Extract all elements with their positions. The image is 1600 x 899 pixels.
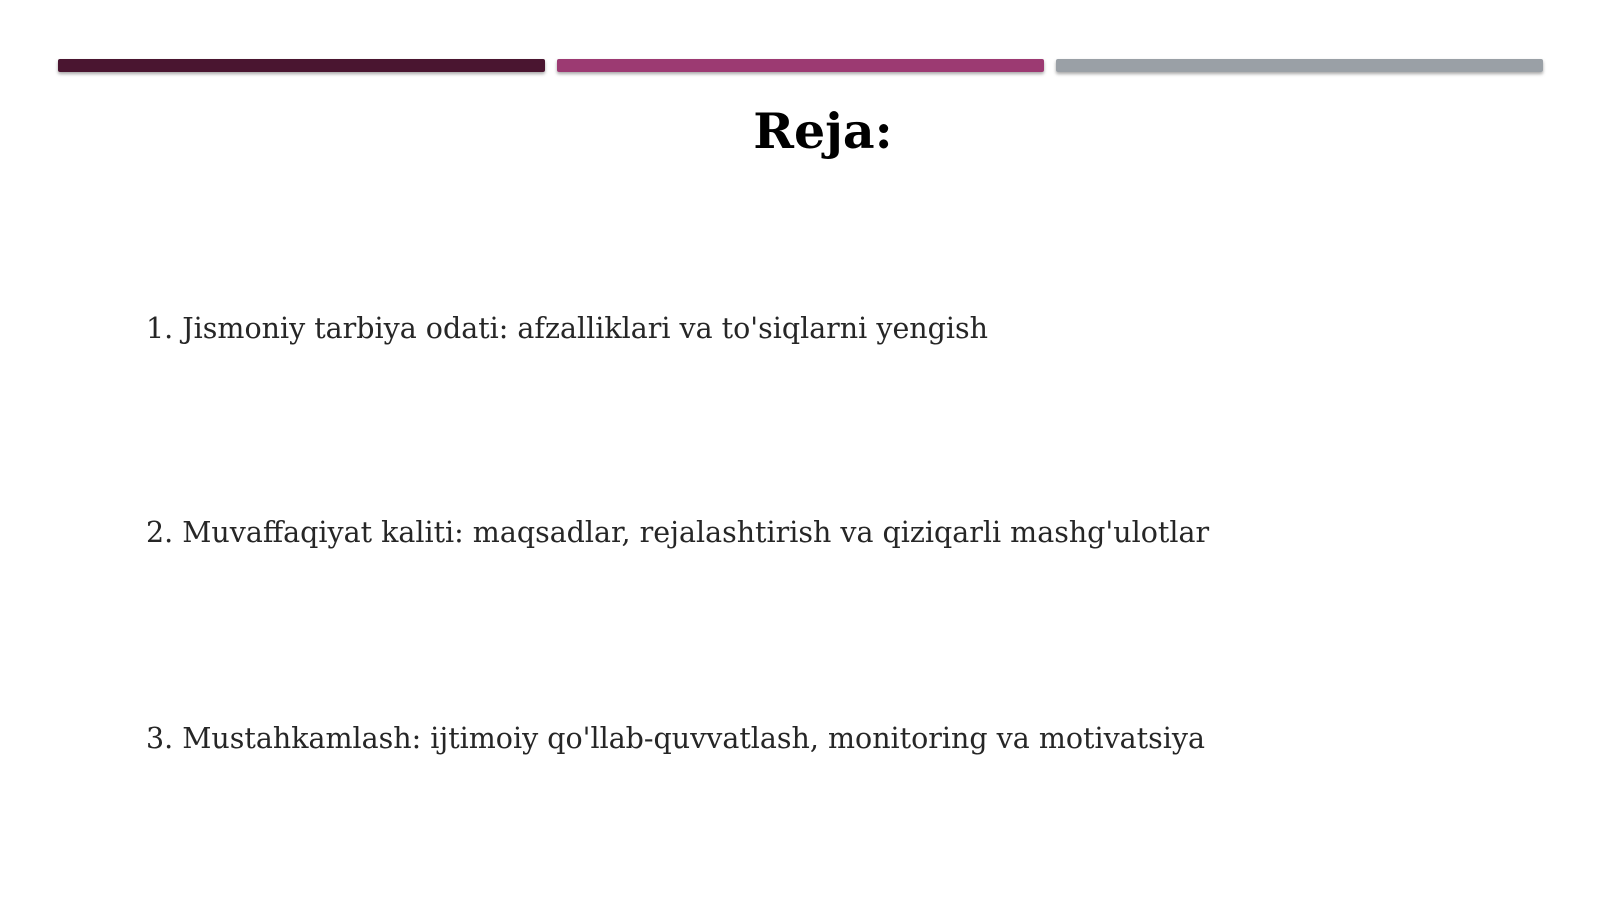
accent-bar-dark — [58, 59, 545, 72]
accent-bar-gray — [1056, 59, 1543, 72]
plan-item-2: 2. Muvaffaqiyat kaliti: maqsadlar, rejalashtirish va qiziqarli mashg'ulotlar — [146, 516, 1210, 549]
slide-title: Reja: — [753, 102, 893, 160]
plan-item-1: 1. Jismoniy tarbiya odati: afzalliklari va to'siqlarni yengish — [146, 312, 989, 345]
accent-bar-magenta — [557, 59, 1044, 72]
plan-item-3: 3. Mustahkamlash: ijtimoiy qo'llab-quvvatlash, monitoring va motivatsiya — [146, 722, 1205, 755]
